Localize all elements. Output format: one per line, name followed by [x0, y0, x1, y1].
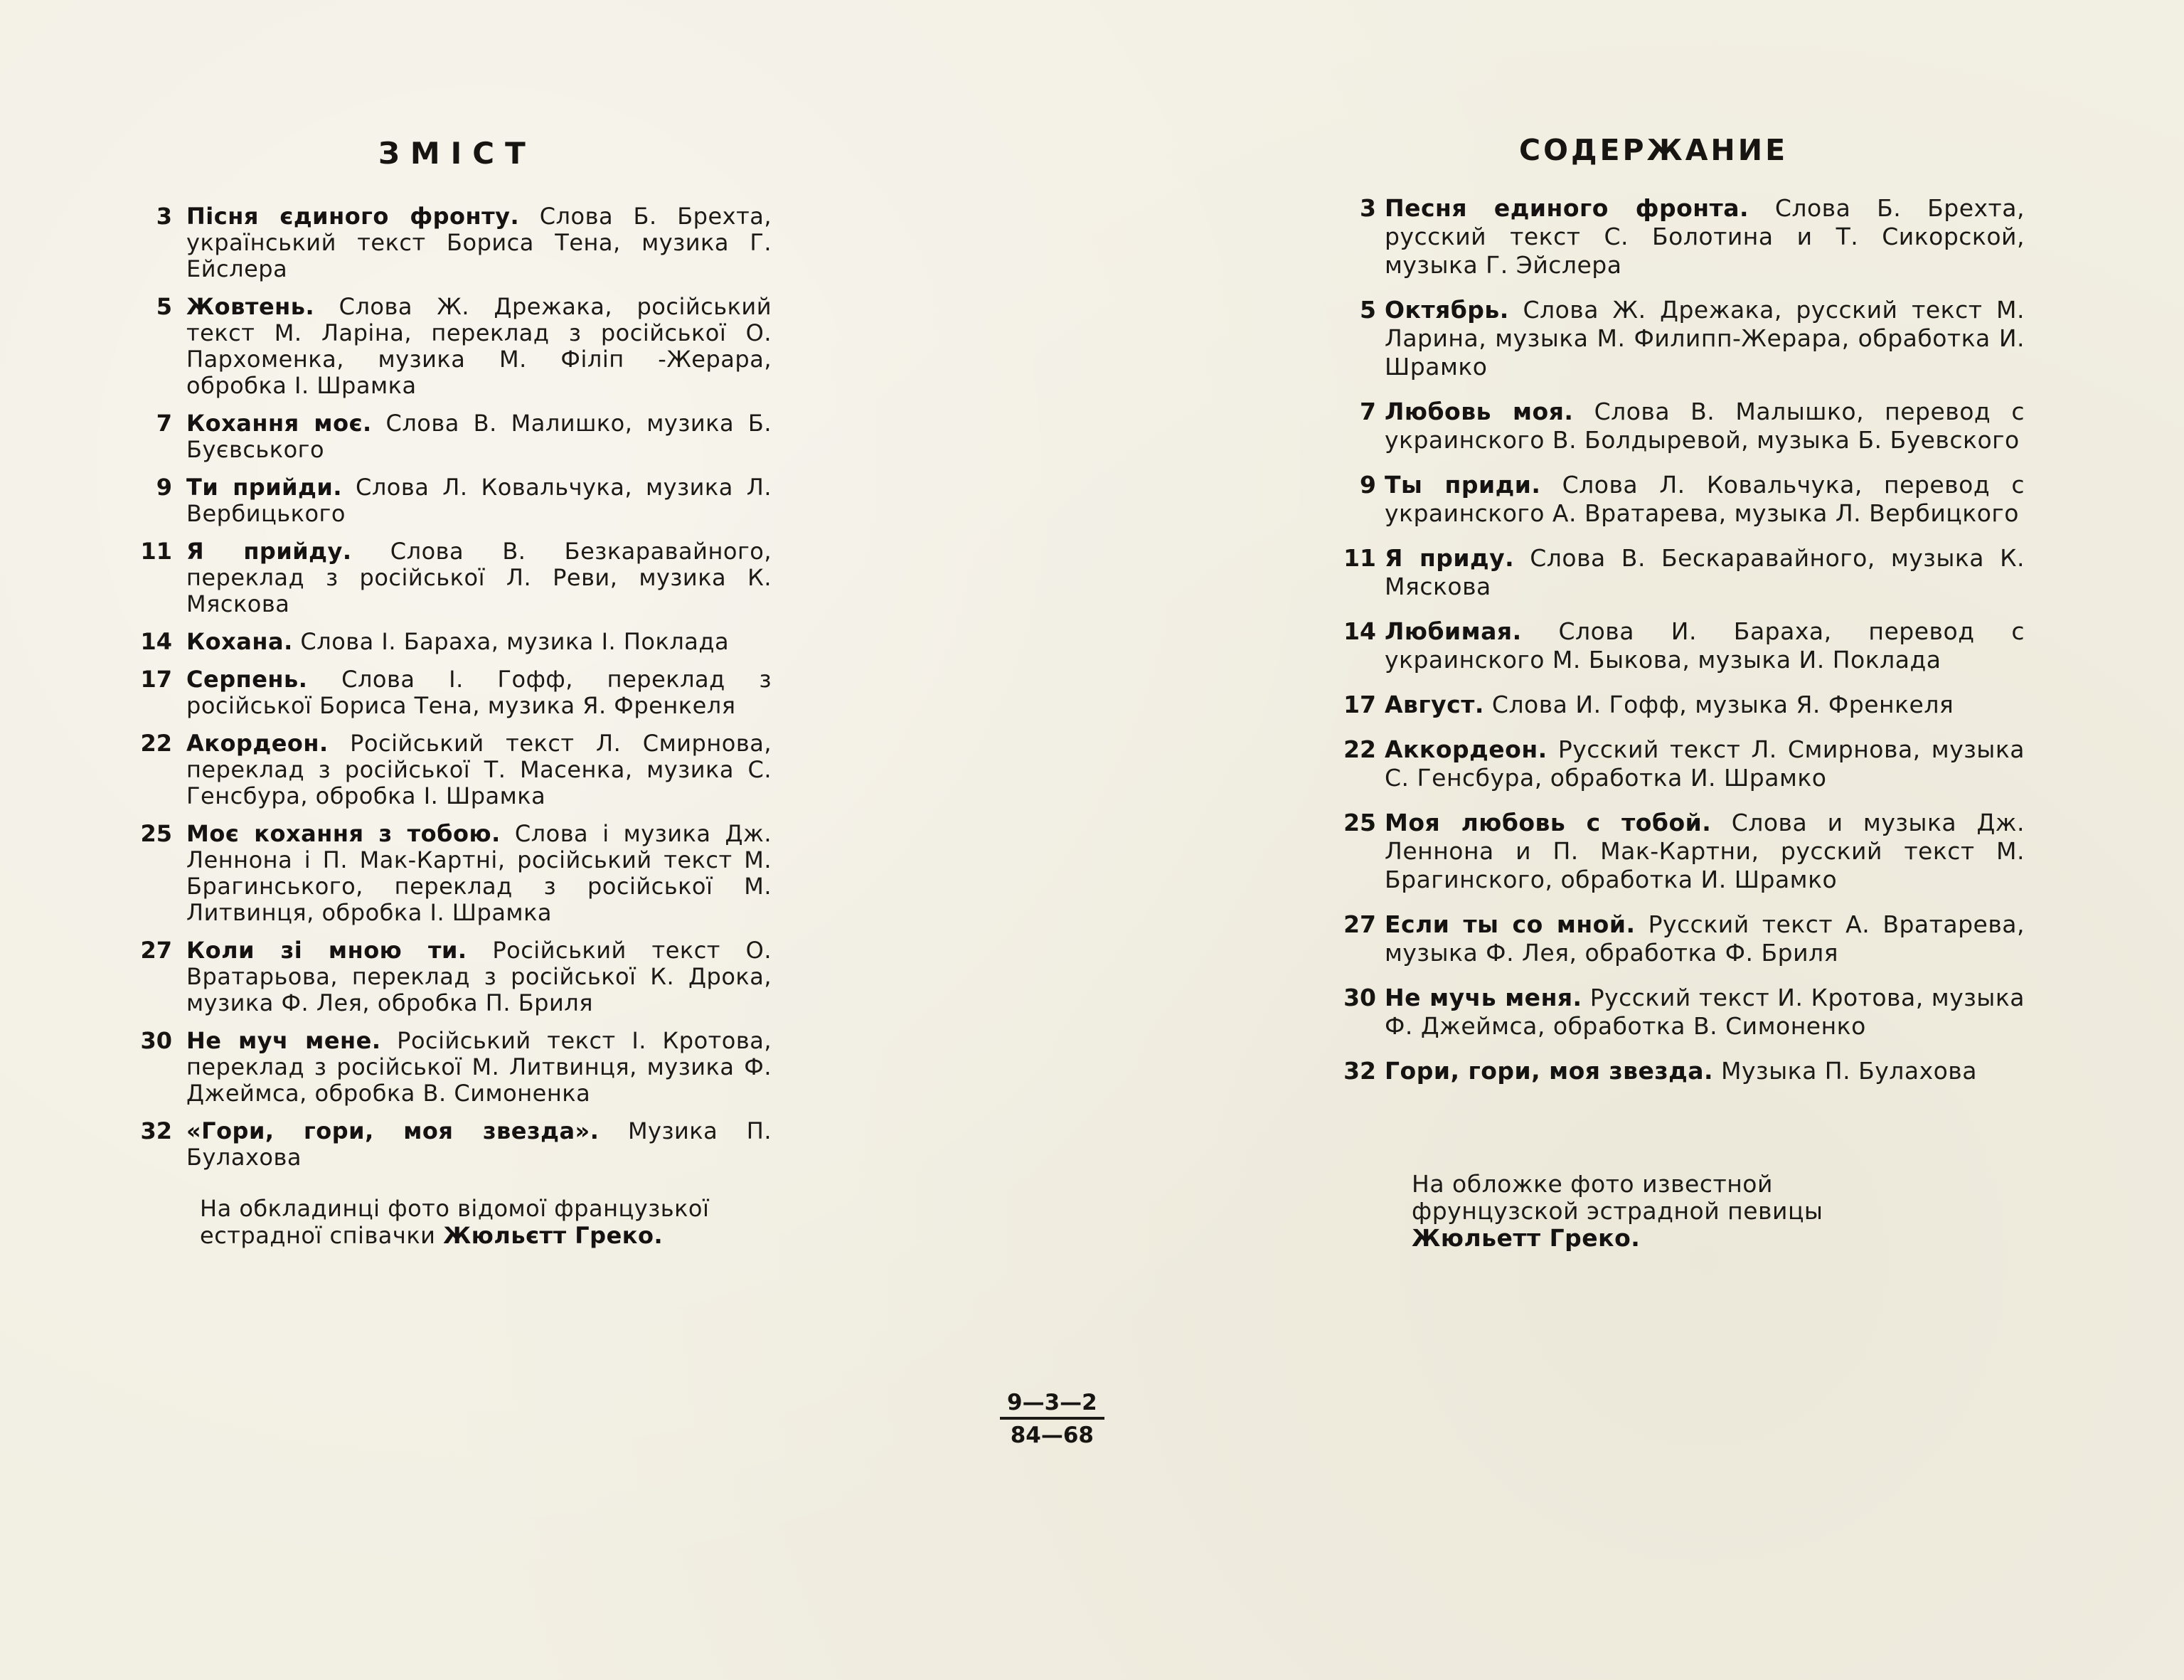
entry-song-title: Ти прийди. — [186, 474, 342, 501]
entry-text — [1385, 617, 2025, 674]
entry-song-title: Аккордеон. — [1385, 735, 1548, 763]
toc-entry — [1326, 809, 2025, 894]
print-run-mark — [1000, 1391, 1104, 1447]
entry-song-title: Моє кохання з тобою. — [186, 820, 501, 847]
entry-text — [186, 474, 772, 527]
entry-page-number: 14 — [140, 628, 172, 655]
entry-text — [1385, 691, 2025, 719]
entry-page-number: 9 — [1360, 471, 1376, 499]
toc-entry — [1326, 910, 2025, 967]
entry-song-title: Любимая. — [1385, 617, 1522, 645]
entry-credits: Русский текст И. Кротова, музыка Ф. Джеймса, обработка В. Симоненко — [1385, 984, 2025, 1040]
entry-credits: Російський текст Л. Смирнова, переклад з російської Т. Масенка, музика С. Генсбура, обробка І. Шрамка — [186, 730, 772, 809]
entry-text — [1385, 910, 2025, 967]
entry-text — [1385, 544, 2025, 601]
entry-text — [186, 1118, 772, 1171]
entry-song-title: Август. — [1385, 691, 1484, 718]
entry-song-title: Жовтень. — [186, 293, 315, 320]
entry-page-number: 5 — [1360, 296, 1376, 324]
cover-note-singer-name: Жюльєтт Греко. — [443, 1222, 664, 1249]
entry-text — [186, 203, 772, 282]
entry-credits: Слова В. Малишко, музика Б. Буєвського — [186, 410, 772, 463]
entry-text — [1385, 1057, 2025, 1085]
cover-note-singer-name: Жюльетт Греко. — [1412, 1224, 1641, 1252]
entry-song-title: Я прийду. — [186, 538, 352, 565]
entry-song-title: Ты приди. — [1385, 471, 1541, 499]
toc-entry — [122, 1118, 772, 1171]
entry-page-number: 30 — [1343, 984, 1376, 1011]
toc-entry — [122, 821, 772, 926]
entry-song-title: Я приду. — [1385, 544, 1515, 572]
entry-song-title: Если ты со мной. — [1385, 910, 1636, 938]
toc-entry — [122, 666, 772, 719]
entry-song-title: Не муч мене. — [186, 1027, 381, 1054]
entry-credits: Слова Л. Ковальчука, перевод с украинского А. Вратарева, музыка Л. Вербицкого — [1385, 471, 2025, 527]
entry-page-number: 11 — [1343, 544, 1376, 572]
entry-page-number: 32 — [140, 1117, 172, 1144]
entry-credits: Слова В. Безкаравайного, переклад з російської Л. Реви, музика К. Мяскова — [186, 538, 772, 617]
entry-page-number: 25 — [140, 820, 172, 847]
entry-credits: Слова и музыка Дж. Леннона и П. Мак-Картни, русский текст М. Брагинского, обработка И. Шрамко — [1385, 809, 2025, 893]
cover-note-text: На обложке фото известной фрунцузской эстрадной певицы — [1412, 1170, 1823, 1225]
entry-credits: Слова И. Бараха, перевод с украинского М. Быкова, музыка И. Поклада — [1385, 617, 2025, 674]
entry-text — [186, 629, 772, 655]
entry-text — [1385, 809, 2025, 894]
entry-page-number: 30 — [140, 1027, 172, 1054]
toc-entry — [122, 203, 772, 282]
entry-credits: Слова Б. Брехта, український текст Бориса Тена, музика Г. Ейслера — [186, 203, 772, 282]
entry-song-title: «Гори, гори, моя звезда». — [186, 1117, 600, 1144]
entry-page-number: 3 — [1360, 194, 1376, 222]
toc-entry — [122, 1028, 772, 1107]
toc-entry — [122, 730, 772, 809]
entry-page-number: 7 — [1360, 398, 1376, 425]
toc-entry — [1326, 194, 2025, 280]
entry-credits: Музика П. Булахова — [186, 1117, 772, 1171]
entry-song-title: Моя любовь с тобой. — [1385, 809, 1712, 836]
entry-text — [186, 821, 772, 926]
entry-credits: Русский текст Л. Смирнова, музыка С. Генсбура, обработка И. Шрамко — [1385, 735, 2025, 792]
entry-credits: Російський текст І. Кротова, переклад з російської М. Литвинця, музика Ф. Джеймса, обробка В. Симоненка — [186, 1027, 772, 1107]
toc-entry — [122, 410, 772, 463]
entry-credits: Слова і музика Дж. Леннона і П. Мак-Картні, російський текст М. Брагинського, переклад з російської М. Литвинця, обробка І. Шрамка — [186, 820, 772, 926]
toc-entry — [122, 937, 772, 1016]
entry-credits: Слова Л. Ковальчука, музика Л. Вербицького — [186, 474, 772, 527]
entry-page-number: 17 — [1343, 691, 1376, 718]
print-run-bottom: 84—68 — [1010, 1423, 1094, 1449]
entry-text — [186, 294, 772, 399]
toc-entry — [122, 629, 772, 655]
toc-list-ukrainian — [122, 203, 772, 1182]
toc-list-russian — [1326, 194, 2025, 1102]
toc-title-ukrainian: ЗМІСТ — [378, 136, 536, 171]
entry-song-title: Пісня єдиного фронту. — [186, 203, 520, 230]
entry-song-title: Акордеон. — [186, 730, 329, 757]
toc-entry — [122, 538, 772, 617]
entry-song-title: Октябрь. — [1385, 296, 1509, 324]
entry-page-number: 11 — [140, 538, 172, 565]
entry-page-number: 5 — [156, 293, 172, 320]
entry-page-number: 14 — [1343, 617, 1376, 645]
entry-credits: Слова В. Малышко, перевод с украинского В. Болдыревой, музыка Б. Буевского — [1385, 398, 2025, 454]
entry-credits: Слова Б. Брехта, русский текст С. Болотина и Т. Сикорской, музыка Г. Эйслера — [1385, 194, 2025, 279]
entry-page-number: 22 — [140, 730, 172, 757]
entry-text — [186, 730, 772, 809]
entry-song-title: Серпень. — [186, 666, 308, 693]
toc-entry — [1326, 398, 2025, 454]
entry-page-number: 27 — [140, 937, 172, 964]
entry-text — [186, 666, 772, 719]
cover-note-russian — [1412, 1171, 1929, 1252]
toc-entry — [1326, 1057, 2025, 1085]
toc-entry — [1326, 691, 2025, 719]
entry-song-title: Любовь моя. — [1385, 398, 1574, 425]
entry-text — [186, 410, 772, 463]
entry-page-number: 25 — [1343, 809, 1376, 836]
toc-entry — [122, 474, 772, 527]
entry-page-number: 9 — [156, 474, 172, 501]
cover-note-ukrainian — [200, 1195, 740, 1249]
entry-text — [186, 937, 772, 1016]
print-run-top: 9—3—2 — [1000, 1391, 1104, 1420]
entry-page-number: 22 — [1343, 735, 1376, 763]
cover-note-text: На обкладинці фото відомої французької естрадної співачки — [200, 1195, 710, 1249]
toc-entry — [122, 294, 772, 399]
entry-credits: Слова І. Бараха, музика І. Поклада — [300, 628, 730, 655]
entry-text — [1385, 984, 2025, 1041]
entry-text — [1385, 735, 2025, 792]
entry-text — [186, 538, 772, 617]
entry-song-title: Гори, гори, моя звезда. — [1385, 1057, 1714, 1085]
toc-title-russian: СОДЕРЖАНИЕ — [1519, 133, 1789, 168]
entry-song-title: Коли зі мною ти. — [186, 937, 467, 964]
entry-song-title: Кохання моє. — [186, 410, 372, 437]
entry-page-number: 17 — [140, 666, 172, 693]
entry-text — [1385, 398, 2025, 454]
toc-entry — [1326, 617, 2025, 674]
entry-song-title: Кохана. — [186, 628, 293, 655]
entry-song-title: Не мучь меня. — [1385, 984, 1582, 1011]
toc-entry — [1326, 296, 2025, 381]
entry-page-number: 27 — [1343, 910, 1376, 938]
entry-credits: Російський текст О. Вратарьова, переклад з російської К. Дрока, музика Ф. Лея, обробка П. Бриля — [186, 937, 772, 1016]
entry-credits: Слова Ж. Дрежака, русский текст М. Ларина, музыка М. Филипп-Жерара, обработка И. Шрамко — [1385, 296, 2025, 381]
entry-text — [1385, 296, 2025, 381]
toc-entry — [1326, 544, 2025, 601]
entry-page-number: 32 — [1343, 1057, 1376, 1085]
entry-credits: Музыка П. Булахова — [1721, 1057, 1977, 1085]
toc-entry — [1326, 735, 2025, 792]
entry-credits: Русский текст А. Вратарева, музыка Ф. Лея, обработка Ф. Бриля — [1385, 910, 2025, 967]
toc-entry — [1326, 471, 2025, 528]
entry-text — [1385, 471, 2025, 528]
entry-song-title: Песня единого фронта. — [1385, 194, 1749, 222]
entry-page-number: 7 — [156, 410, 172, 437]
entry-text — [186, 1028, 772, 1107]
toc-entry — [1326, 984, 2025, 1041]
entry-credits: Слова Ж. Дрежака, російський текст М. Ларіна, переклад з російської О. Пархоменка, музика М. Філіп -Жерара, обробка І. Шрамка — [186, 293, 772, 399]
entry-credits: Слова І. Гофф, переклад з російської Бориса Тена, музика Я. Френкеля — [186, 666, 772, 719]
entry-credits: Слова В. Бескаравайного, музыка К. Мяскова — [1385, 544, 2025, 600]
entry-page-number: 3 — [156, 203, 172, 230]
entry-credits: Слова И. Гофф, музыка Я. Френкеля — [1491, 691, 1954, 718]
entry-text — [1385, 194, 2025, 280]
